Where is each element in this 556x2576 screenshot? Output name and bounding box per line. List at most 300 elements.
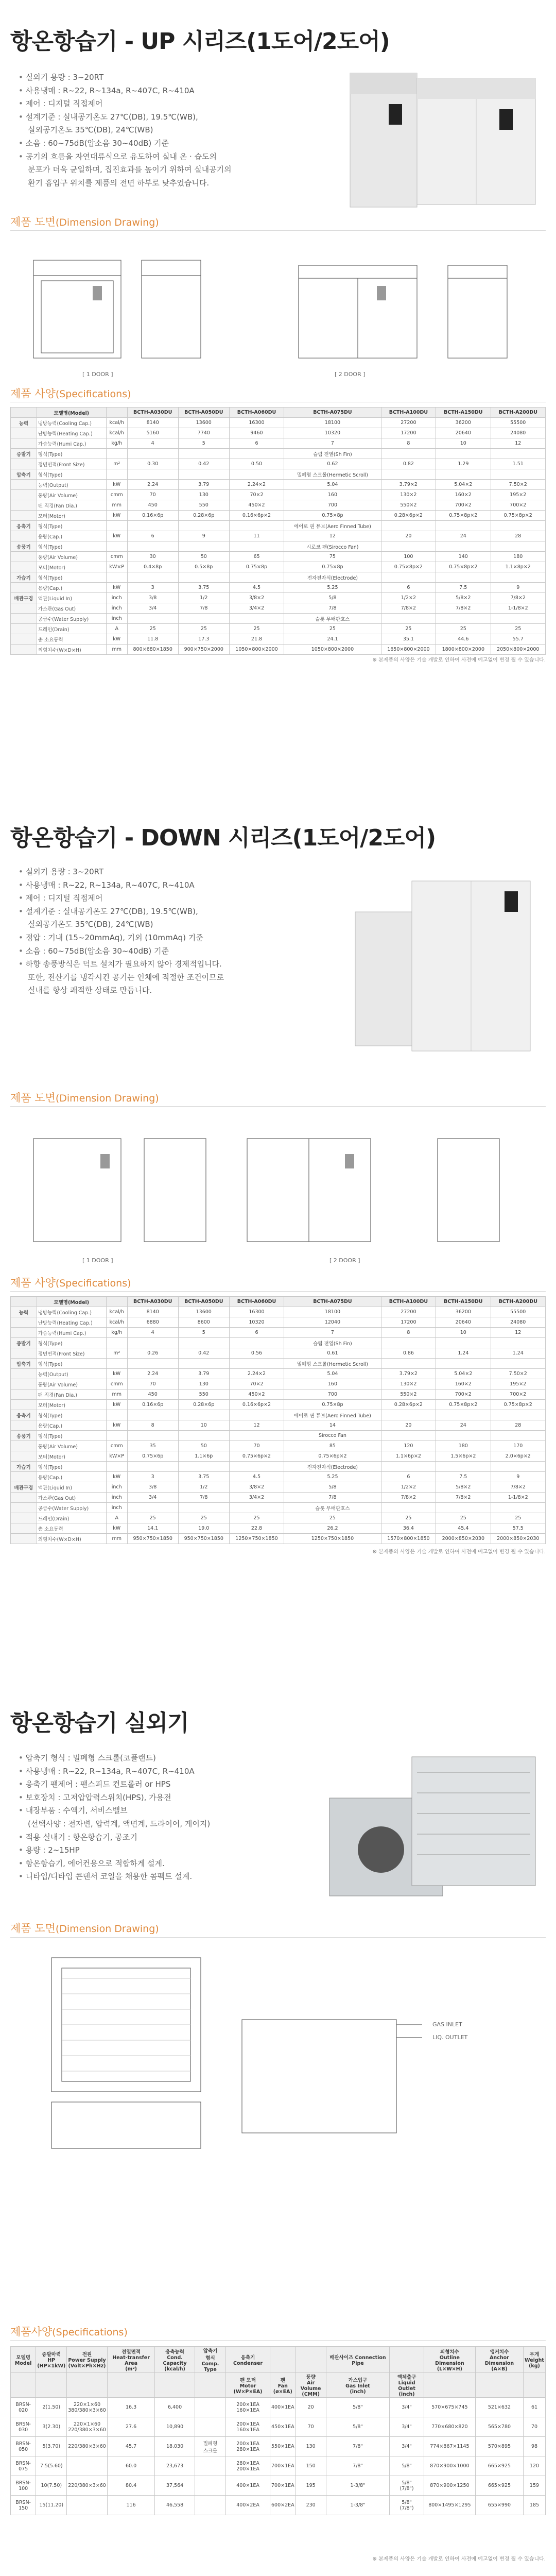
table-cell: 55500 <box>491 418 546 428</box>
table-cell <box>106 1410 127 1420</box>
table-cell: 120 <box>523 2456 545 2476</box>
table-cell: 870×900×1000 <box>424 2456 475 2476</box>
table-cell: 가습기 <box>11 1462 37 1472</box>
table-cell <box>106 1359 127 1369</box>
table-cell: 0.5×8p <box>178 562 229 572</box>
table-cell: 950×750×1850 <box>178 1534 229 1544</box>
table-cell: 195 <box>296 2476 326 2496</box>
table-cell <box>436 1410 491 1420</box>
table-cell: 45.7 <box>107 2437 155 2456</box>
table-cell: 870×900×1250 <box>424 2476 475 2496</box>
table-cell: 1650×800×2000 <box>381 645 436 655</box>
table-cell: 200×1EA 160×1EA <box>226 2398 270 2417</box>
table-cell: 1.24 <box>491 1348 546 1359</box>
table-cell: 용량(Cap.) <box>37 531 106 541</box>
table-cell: 25 <box>284 624 381 634</box>
table-cell: 0.50 <box>229 459 284 469</box>
table-row <box>11 1410 546 1420</box>
table-cell: 220/380×3×60 <box>67 2437 108 2456</box>
table-cell <box>491 1338 546 1348</box>
table-cell: Sirocco Fan <box>284 1431 381 1441</box>
table-cell <box>67 2373 108 2398</box>
table-cell: 0.75×8p×2 <box>436 511 491 521</box>
table-cell: 5.04×2 <box>436 1369 491 1379</box>
table-cell: 모델명 Model <box>11 2347 36 2373</box>
table-cell <box>381 1359 436 1369</box>
table-cell: 7/8 <box>284 603 381 614</box>
table-cell <box>11 1328 37 1338</box>
table-cell: 159 <box>523 2476 545 2496</box>
bullet: • 사용냉매 : R~22, R~134a, R~407C, R~410A <box>19 879 307 892</box>
table-cell: 130×2 <box>381 490 436 500</box>
table-cell: 외형치수 Outline Dimension (L×W×H) <box>424 2347 475 2373</box>
table-cell <box>229 521 284 531</box>
table-row <box>11 541 546 552</box>
table-cell: 0.28×6p×2 <box>381 1400 436 1410</box>
table-cell <box>127 1503 178 1513</box>
1door-label: [ 1 DOOR ] <box>82 1257 113 1264</box>
table-cell: 12040 <box>284 1317 381 1328</box>
bullet: • 실외기 용량 : 3~20RT <box>19 866 307 879</box>
table-cell: 950×750×1850 <box>127 1534 178 1544</box>
table-cell <box>106 521 127 531</box>
table-cell: kg/h <box>106 438 127 449</box>
bullet: • 제어 : 디지털 직접제어 <box>19 97 307 111</box>
table-cell <box>127 1359 178 1369</box>
table-cell <box>195 2476 225 2496</box>
table-cell: BRSN-030 <box>11 2417 36 2437</box>
table-cell: 3/8 <box>127 1482 178 1493</box>
table-cell: 능력 <box>11 1307 37 1317</box>
table-cell <box>178 521 229 531</box>
table-row <box>11 562 546 572</box>
table-cell: 25 <box>178 624 229 634</box>
spec-title: 제품 사양(Specifications) <box>10 1277 131 1289</box>
table-cell: kcal/h <box>106 418 127 428</box>
table-cell <box>436 572 491 583</box>
table-cell: 액체출구 Liquid Outlet (inch) <box>390 2373 424 2398</box>
table-row <box>11 1503 546 1513</box>
table-row <box>11 531 546 541</box>
table-cell: 0.61 <box>284 1348 381 1359</box>
table-cell: BCTH-A060DU <box>229 1297 284 1307</box>
table-cell: 800×1495×1295 <box>424 2496 475 2515</box>
table-cell: 슬롯 무배판호스 <box>284 1503 381 1513</box>
table-cell: 550 <box>178 500 229 511</box>
table-cell <box>11 2373 36 2398</box>
table-cell <box>106 1297 127 1307</box>
table-row <box>11 1348 546 1359</box>
table-row <box>11 1534 546 1544</box>
outdoor-dimension-drawing <box>10 1947 546 2164</box>
table-cell: 0.75×8p <box>284 511 381 521</box>
table-cell <box>11 614 37 624</box>
table-cell: 3.79 <box>178 1369 229 1379</box>
table-cell: kW <box>106 583 127 593</box>
table-cell: 1-1/8×2 <box>491 603 546 614</box>
section1-title: 항온항습기 - UP 시리즈(1도어/2도어) <box>10 28 390 55</box>
table-cell: 냉방능력(Cooling Cap.) <box>37 418 106 428</box>
bullet: • 내장부품 : 수액기, 서비스밸브 <box>19 1804 307 1818</box>
table-row <box>11 1472 546 1482</box>
table-cell: 능력(Output) <box>37 1369 106 1379</box>
table-row <box>11 438 546 449</box>
table-cell: 형식(Type) <box>37 1410 106 1420</box>
table-cell: 총 소요동력 <box>37 1523 106 1534</box>
section2-bullets <box>19 866 307 997</box>
table-cell: 1/2×2 <box>381 593 436 603</box>
table-cell: BCTH-A030DU <box>127 1297 178 1307</box>
bullet: • 응축기 팬제어 : 팬스피드 컨트롤러 or HPS <box>19 1778 307 1791</box>
table-cell: 0.75×8p×2 <box>436 1400 491 1410</box>
table-cell: 12 <box>229 1420 284 1431</box>
table-cell: 배관구경 <box>11 593 37 603</box>
table-cell <box>11 511 37 521</box>
table-cell <box>11 1317 37 1328</box>
table-cell: BCTH-A100DU <box>381 1297 436 1307</box>
table-cell: 3 <box>127 1472 178 1482</box>
table-cell: 난방능력(Heating Cap.) <box>37 428 106 438</box>
table-cell: 80.4 <box>107 2476 155 2496</box>
table-cell: 45.4 <box>436 1523 491 1534</box>
table-cell: 655×990 <box>475 2496 523 2515</box>
table-cell <box>106 1338 127 1348</box>
table-cell: mm <box>106 1534 127 1544</box>
table-cell: 170 <box>491 1441 546 1451</box>
table-cell <box>11 1441 37 1451</box>
table-cell: 14.1 <box>127 1523 178 1534</box>
table-cell: 4.5 <box>229 1472 284 1482</box>
table-cell: 모터(Motor) <box>37 1400 106 1410</box>
table-cell: 18100 <box>284 418 381 428</box>
table-cell: 220/380×3×60 <box>67 2476 108 2496</box>
table-cell <box>127 1338 178 1348</box>
table-cell <box>11 1523 37 1534</box>
table-cell: 65 <box>229 552 284 562</box>
1door-label: [ 1 DOOR ] <box>82 371 113 378</box>
table-cell: 형식(Type) <box>37 469 106 480</box>
table-cell: 공급수(Water Supply) <box>37 1503 106 1513</box>
table-cell: 팬 직경(Fan Dia.) <box>37 1389 106 1400</box>
table-header-row <box>11 2347 546 2373</box>
table-cell: 0.75×8p <box>229 562 284 572</box>
table-cell: 700×1EA <box>270 2456 296 2476</box>
table-cell: 1250×750×1850 <box>229 1534 284 1544</box>
table-cell: mm <box>106 1389 127 1400</box>
bullet: 실내를 항상 쾌적한 상태로 만듭니다. <box>28 986 152 995</box>
table-cell: 37,564 <box>155 2476 195 2496</box>
table-cell: 풍량(Air Volume) <box>37 490 106 500</box>
table-header-row <box>11 408 546 418</box>
table-cell: kcal/h <box>106 1317 127 1328</box>
table-cell: 70 <box>523 2417 545 2437</box>
table-cell: 19.0 <box>178 1523 229 1534</box>
table-cell: 앵커치수 Anchor Dimension (A×B) <box>475 2347 523 2373</box>
table-cell: 2(1.50) <box>36 2398 67 2417</box>
bullet: • 사용냉매 : R~22, R~134a, R~407C, R~410A <box>19 1765 307 1778</box>
table-cell: 44.6 <box>436 634 491 645</box>
table-cell <box>381 1462 436 1472</box>
table-cell: kW <box>106 531 127 541</box>
table-cell: 배관구경 <box>11 1482 37 1493</box>
table-cell: 11 <box>229 531 284 541</box>
table-cell: 에어로 핀 튜브(Aero Finned Tube) <box>284 1410 381 1420</box>
table-cell: 10320 <box>284 428 381 438</box>
table-row <box>11 459 546 469</box>
table-cell <box>229 1462 284 1472</box>
table-cell: 20640 <box>436 428 491 438</box>
table-cell: 3/4" <box>390 2417 424 2437</box>
table-row <box>11 1359 546 1369</box>
table-cell: 3/4×2 <box>229 1493 284 1503</box>
table-cell <box>178 469 229 480</box>
table-row <box>11 469 546 480</box>
spec-note: ※ 본제품의 사양은 기술 개발로 인하여 사전에 예고없이 변경 될 수 있습니다. <box>372 657 546 663</box>
table-cell <box>11 500 37 511</box>
table-cell: 0.28×6p×2 <box>381 511 436 521</box>
bullet: • 제어 : 디지털 직접제어 <box>19 892 307 905</box>
table-cell: 용량(Cap.) <box>37 1472 106 1482</box>
table-cell: 2000×850×2030 <box>436 1534 491 1544</box>
table-cell: 10,890 <box>155 2417 195 2437</box>
bullet: • 사용냉매 : R~22, R~134a, R~407C, R~410A <box>19 84 307 98</box>
table-cell: 7740 <box>178 428 229 438</box>
table-cell: m² <box>106 1348 127 1359</box>
table-cell <box>106 1431 127 1441</box>
table-cell: 6 <box>127 531 178 541</box>
table-cell: 2.24×2 <box>229 480 284 490</box>
bullet: • 니타입/디타입 콘덴서 코일을 채용한 콤팩트 설계. <box>19 1870 307 1884</box>
table-cell: 25 <box>381 624 436 634</box>
table-cell: 800×680×1850 <box>127 645 178 655</box>
table-cell: BCTH-A030DU <box>127 408 178 418</box>
bullet: (선택사양 : 전자변, 압력계, 액면계, 드라이어, 게이지) <box>28 1819 211 1828</box>
table-cell: mm <box>106 645 127 655</box>
table-cell <box>436 1462 491 1472</box>
table-cell <box>106 408 127 418</box>
table-cell: 능력 <box>11 418 37 428</box>
table-cell: 외형치수(W×D×H) <box>37 1534 106 1544</box>
table-cell <box>127 469 178 480</box>
table-cell: 6 <box>381 583 436 593</box>
table-cell: kcal/h <box>106 1307 127 1317</box>
table-cell: 0.75×6p×2 <box>229 1451 284 1462</box>
table-cell: 배관사이즈 Connection Pipe <box>326 2347 390 2373</box>
table-cell <box>229 541 284 552</box>
table-cell: cmm <box>106 1379 127 1389</box>
table-row <box>11 1482 546 1493</box>
table-cell: 565×780 <box>475 2417 523 2437</box>
table-cell: 1-1/8×2 <box>491 1493 546 1503</box>
table-cell: BCTH-A075DU <box>284 1297 381 1307</box>
table-cell <box>11 408 37 418</box>
table-cell: 형식(Type) <box>37 449 106 459</box>
table-cell: 6 <box>229 438 284 449</box>
table-cell: 24080 <box>491 1317 546 1328</box>
table-cell: 7 <box>284 438 381 449</box>
table-cell: 송풍기 <box>11 541 37 552</box>
table-cell: 160×2 <box>436 490 491 500</box>
table-cell: 27200 <box>381 1307 436 1317</box>
table-cell: 10 <box>178 1420 229 1431</box>
table-cell: 액관(Liquid In) <box>37 593 106 603</box>
table-cell: 130 <box>178 490 229 500</box>
table-cell: 28 <box>491 531 546 541</box>
table-cell <box>106 541 127 552</box>
table-cell: 160 <box>284 1379 381 1389</box>
table-row <box>11 1379 546 1389</box>
table-cell: cmm <box>106 1441 127 1451</box>
table-cell: 160 <box>284 490 381 500</box>
table-cell: 7/8×2 <box>436 1493 491 1503</box>
table-cell: 25 <box>436 1513 491 1523</box>
table-cell <box>229 1338 284 1348</box>
table-cell: 22.8 <box>229 1523 284 1534</box>
table-row <box>11 1431 546 1441</box>
table-cell: kW <box>106 1523 127 1534</box>
table-row <box>11 1369 546 1379</box>
table-cell <box>107 2373 155 2398</box>
table-cell: 0.16×6p×2 <box>229 511 284 521</box>
table-cell: inch <box>106 1482 127 1493</box>
table-cell: 난방능력(Heating Cap.) <box>37 1317 106 1328</box>
drawing-title: 제품 도면(Dimension Drawing) <box>10 216 159 228</box>
down-dimension-drawing <box>10 1113 546 1262</box>
table-cell: 전열면적 Heat-transfer Area (m²) <box>107 2347 155 2373</box>
table-cell: 12 <box>491 1328 546 1338</box>
table-cell: 180 <box>491 552 546 562</box>
table-cell <box>178 1359 229 1369</box>
table-cell <box>491 1503 546 1513</box>
table-cell: 슬림 전열(Sh Fin) <box>284 449 381 459</box>
table-cell <box>436 1359 491 1369</box>
table-row <box>11 1328 546 1338</box>
table-cell <box>11 645 37 655</box>
table-cell: 1.51 <box>491 459 546 469</box>
table-row <box>11 2496 546 2515</box>
table-cell: 550×2 <box>381 1389 436 1400</box>
table-cell <box>491 1462 546 1472</box>
bullet: 실외공기온도 35℃(DB), 24℃(WB) <box>28 125 153 135</box>
table-cell: 10(7.50) <box>36 2476 67 2496</box>
table-cell: 100 <box>381 552 436 562</box>
table-cell: 1250×750×1850 <box>284 1534 381 1544</box>
table-cell: 16.3 <box>107 2398 155 2417</box>
table-cell: 슬롯 무배판호스 <box>284 614 381 624</box>
table-cell: mm <box>106 500 127 511</box>
table-cell <box>67 2496 108 2515</box>
table-cell: BRSN-020 <box>11 2398 36 2417</box>
table-cell: 7/8 <box>284 1493 381 1503</box>
table-cell: 700×2 <box>436 500 491 511</box>
table-cell: 900×750×2000 <box>178 645 229 655</box>
table-cell: A <box>106 1513 127 1523</box>
bullet: • 설계기준 : 실내공기온도 27℃(DB), 19.5℃(WB), <box>19 111 307 124</box>
table-cell: 7/8 <box>178 1493 229 1503</box>
table-cell: 25 <box>436 624 491 634</box>
table-cell: 5 <box>178 438 229 449</box>
table-cell: 23,673 <box>155 2456 195 2476</box>
table-cell: 공급수(Water Supply) <box>37 614 106 624</box>
table-cell: 전자전자식(Electrode) <box>284 572 381 583</box>
table-cell: 400×1EA <box>270 2398 296 2417</box>
table-row <box>11 1513 546 1523</box>
table-cell: 에어로 핀 튜브(Aero Finned Tube) <box>284 521 381 531</box>
table-cell <box>36 2373 67 2398</box>
table-cell: 70×2 <box>229 490 284 500</box>
table-cell: 5.04×2 <box>436 480 491 490</box>
table-cell: 0.82 <box>381 459 436 469</box>
table-cell: 모델명(Model) <box>37 1297 106 1307</box>
table-cell <box>127 1410 178 1420</box>
table-row <box>11 428 546 438</box>
down-spec-table <box>10 1296 546 1544</box>
table-cell <box>523 2373 545 2398</box>
table-cell: 0.75×8p <box>284 1400 381 1410</box>
table-cell <box>381 469 436 480</box>
bullet: • 소음 : 60~75dB(압소음 30~40dB) 기준 <box>19 945 307 958</box>
table-cell <box>436 1503 491 1513</box>
table-cell: 36200 <box>436 418 491 428</box>
table-cell <box>270 2347 296 2373</box>
table-cell: 70×2 <box>229 1379 284 1389</box>
table-cell <box>381 1431 436 1441</box>
outdoor-unit-product-image <box>309 1736 546 1906</box>
table-row <box>11 1317 546 1328</box>
bullet: 환기 흡입구 위치를 제품의 전면 하부로 낮추었습니다. <box>28 178 210 188</box>
table-cell <box>381 572 436 583</box>
table-cell: 4 <box>127 1328 178 1338</box>
table-cell: 6 <box>381 1472 436 1482</box>
table-cell: 180 <box>436 1441 491 1451</box>
table-cell: 풍량(Air Volume) <box>37 1441 106 1451</box>
divider <box>10 1106 546 1107</box>
table-cell: 450×2 <box>229 500 284 511</box>
table-cell: 5/8" <box>326 2398 390 2417</box>
table-cell <box>436 1338 491 1348</box>
bullet: • 적용 실내기 : 항온항습기, 공조기 <box>19 1831 307 1844</box>
table-cell: 450 <box>127 1389 178 1400</box>
table-cell: 9 <box>491 583 546 593</box>
spec-title: 제품 사양(Specifications) <box>10 387 131 400</box>
table-cell: 8 <box>381 438 436 449</box>
table-cell <box>178 572 229 583</box>
table-cell: 665×925 <box>475 2476 523 2496</box>
table-cell: 풍량(Air Volume) <box>37 1379 106 1389</box>
section2-title: 항온항습기 - DOWN 시리즈(1도어/2도어) <box>10 825 436 851</box>
bullet: • 정압 : 기내 (15~20mmAq), 기외 (10mmAq) 기준 <box>19 931 307 945</box>
table-cell: 46,558 <box>155 2496 195 2515</box>
table-cell: 0.30 <box>127 459 178 469</box>
table-cell: 25 <box>127 1513 178 1523</box>
table-cell: 700×1EA <box>270 2476 296 2496</box>
table-cell <box>11 1400 37 1410</box>
table-cell <box>178 1462 229 1472</box>
table-cell: 용량(Cap.) <box>37 583 106 593</box>
table-cell: 50 <box>178 1441 229 1451</box>
table-cell <box>11 1389 37 1400</box>
table-header-row <box>11 1297 546 1307</box>
table-cell <box>178 614 229 624</box>
table-cell: 200×1EA 280×1EA <box>226 2437 270 2456</box>
table-row <box>11 418 546 428</box>
table-cell: 액관(Liquid In) <box>37 1482 106 1493</box>
table-cell: 116 <box>107 2496 155 2515</box>
table-cell: A <box>106 624 127 634</box>
table-cell: 570×675×745 <box>424 2398 475 2417</box>
table-cell: 7/8×2 <box>491 593 546 603</box>
table-cell: 57.5 <box>491 1523 546 1534</box>
